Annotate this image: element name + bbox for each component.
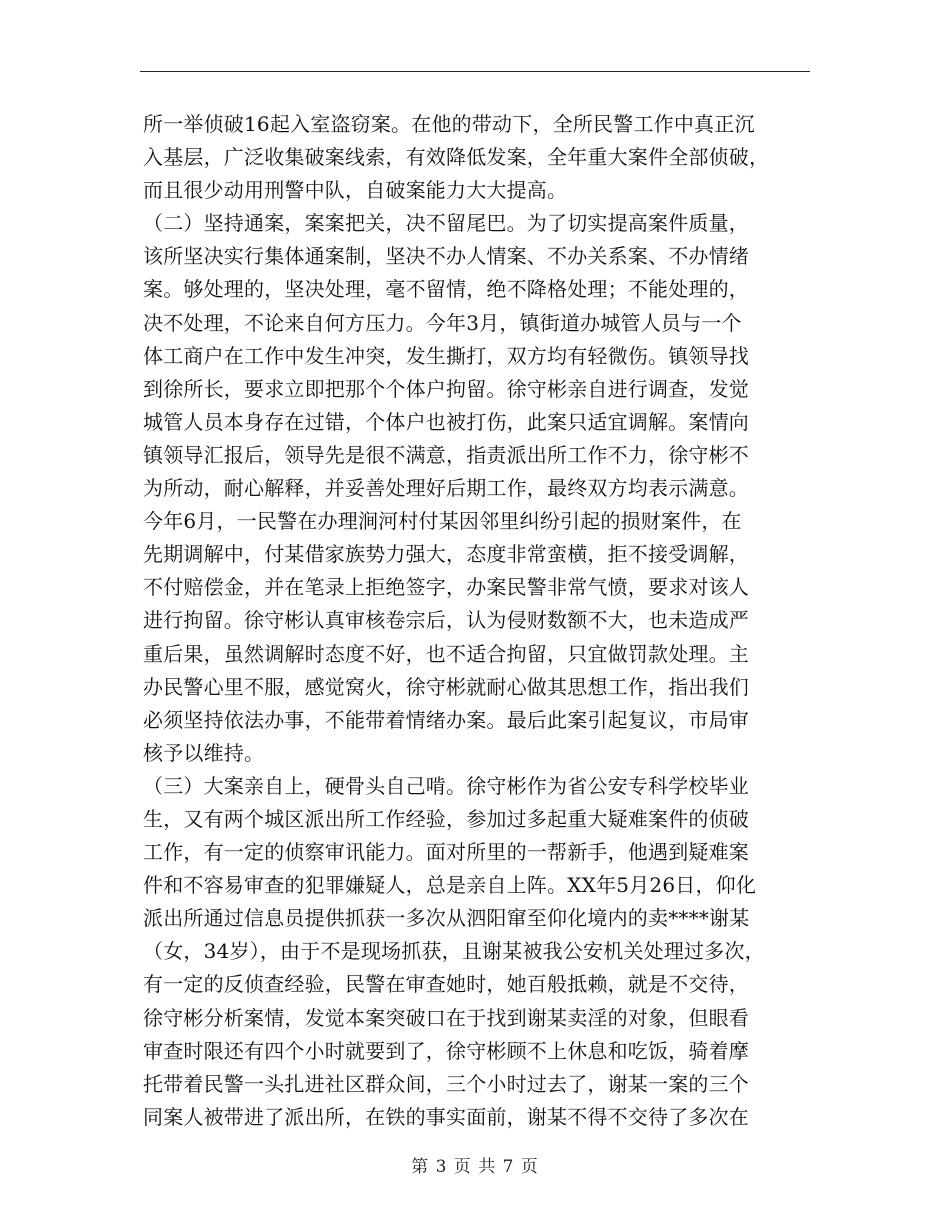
text-line: （女，34岁），由于不是现场抓获，且谢某被我公安机关处理过多次， xyxy=(143,939,765,964)
text-line: 体工商户在工作中发生冲突，发生撕打，双方均有轻微伤。镇领导找 xyxy=(143,343,749,368)
document-body xyxy=(143,108,815,1134)
text-line: 今年6月，一民警在办理涧河村付某因邻里纠纷引起的损财案件，在 xyxy=(143,509,742,534)
text-line: 办民警心里不服，感觉窝火，徐守彬就耐心做其思想工作，指出我们 xyxy=(143,674,749,699)
text-line: 到徐所长，要求立即把那个个体户拘留。徐守彬亲自进行调查，发觉 xyxy=(143,376,749,401)
text-line: （三）大案亲自上，硬骨头自己啃。徐守彬作为省公安专科学校毕业 xyxy=(143,773,749,798)
text-line: 镇领导汇报后，领导先是很不满意，指责派出所工作不力，徐守彬不 xyxy=(143,442,749,467)
text-line: 徐守彬分析案情，发觉本案突破口在于找到谢某卖淫的对象，但眼看 xyxy=(143,1005,749,1030)
text-line: 重后果，虽然调解时态度不好，也不适合拘留，只宜做罚款处理。主 xyxy=(143,641,749,666)
text-line: 入基层，广泛收集破案线索，有效降低发案，全年重大案件全部侦破， xyxy=(143,145,770,170)
page-number-footer: 第 3 页 共 7 页 xyxy=(411,1157,539,1177)
text-line: 必须坚持依法办事，不能带着情绪办案。最后此案引起复议，市局审 xyxy=(143,707,749,732)
text-line: 审查时限还有四个小时就要到了，徐守彬顾不上休息和吃饭，骑着摩 xyxy=(143,1038,749,1063)
text-line: 而且很少动用刑警中队，自破案能力大大提高。 xyxy=(143,178,568,203)
text-line: 派出所通过信息员提供抓获一多次从泗阳窜至仰化境内的卖****谢某 xyxy=(143,906,750,931)
text-line: 先期调解中，付某借家族势力强大，态度非常蛮横，拒不接受调解， xyxy=(143,542,749,567)
text-line: 工作，有一定的侦察审讯能力。面对所里的一帮新手，他遇到疑难案 xyxy=(143,840,749,865)
text-line: 案。够处理的，坚决处理，毫不留情，绝不降格处理；不能处理的， xyxy=(143,277,749,302)
text-line: 核予以维持。 xyxy=(143,740,265,765)
text-line: 生，又有两个城区派出所工作经验，参加过多起重大疑难案件的侦破 xyxy=(143,806,749,831)
text-line: 同案人被带进了派出所，在铁的事实面前，谢某不得不交待了多次在 xyxy=(143,1104,749,1129)
text-line: 所一举侦破16起入室盗窃案。在他的带动下，全所民警工作中真正沉 xyxy=(143,112,755,136)
text-line: （二）坚持通案，案案把关，决不留尾巴。为了切实提高案件质量， xyxy=(143,211,749,236)
text-line: 为所动，耐心解释，并妥善处理好后期工作，最终双方均表示满意。 xyxy=(143,476,749,501)
text-line: 城管人员本身存在过错，个体户也被打伤，此案只适宜调解。案情向 xyxy=(143,409,749,434)
header-rule xyxy=(140,71,810,72)
text-line: 该所坚决实行集体通案制，坚决不办人情案、不办关系案、不办情绪 xyxy=(143,244,749,269)
text-line: 进行拘留。徐守彬认真审核卷宗后，认为侵财数额不大，也未造成严 xyxy=(143,608,749,633)
text-line: 托带着民警一头扎进社区群众间，三个小时过去了，谢某一案的三个 xyxy=(143,1071,749,1096)
text-line: 件和不容易审查的犯罪嫌疑人，总是亲自上阵。XX年5月26日，仰化 xyxy=(143,873,757,898)
text-line: 决不处理，不论来自何方压力。今年3月，镇街道办城管人员与一个 xyxy=(143,310,742,335)
text-line: 不付赔偿金，并在笔录上拒绝签字，办案民警非常气愤，要求对该人 xyxy=(143,575,749,600)
text-line: 有一定的反侦查经验，民警在审查她时，她百般抵赖，就是不交待， xyxy=(143,972,749,997)
